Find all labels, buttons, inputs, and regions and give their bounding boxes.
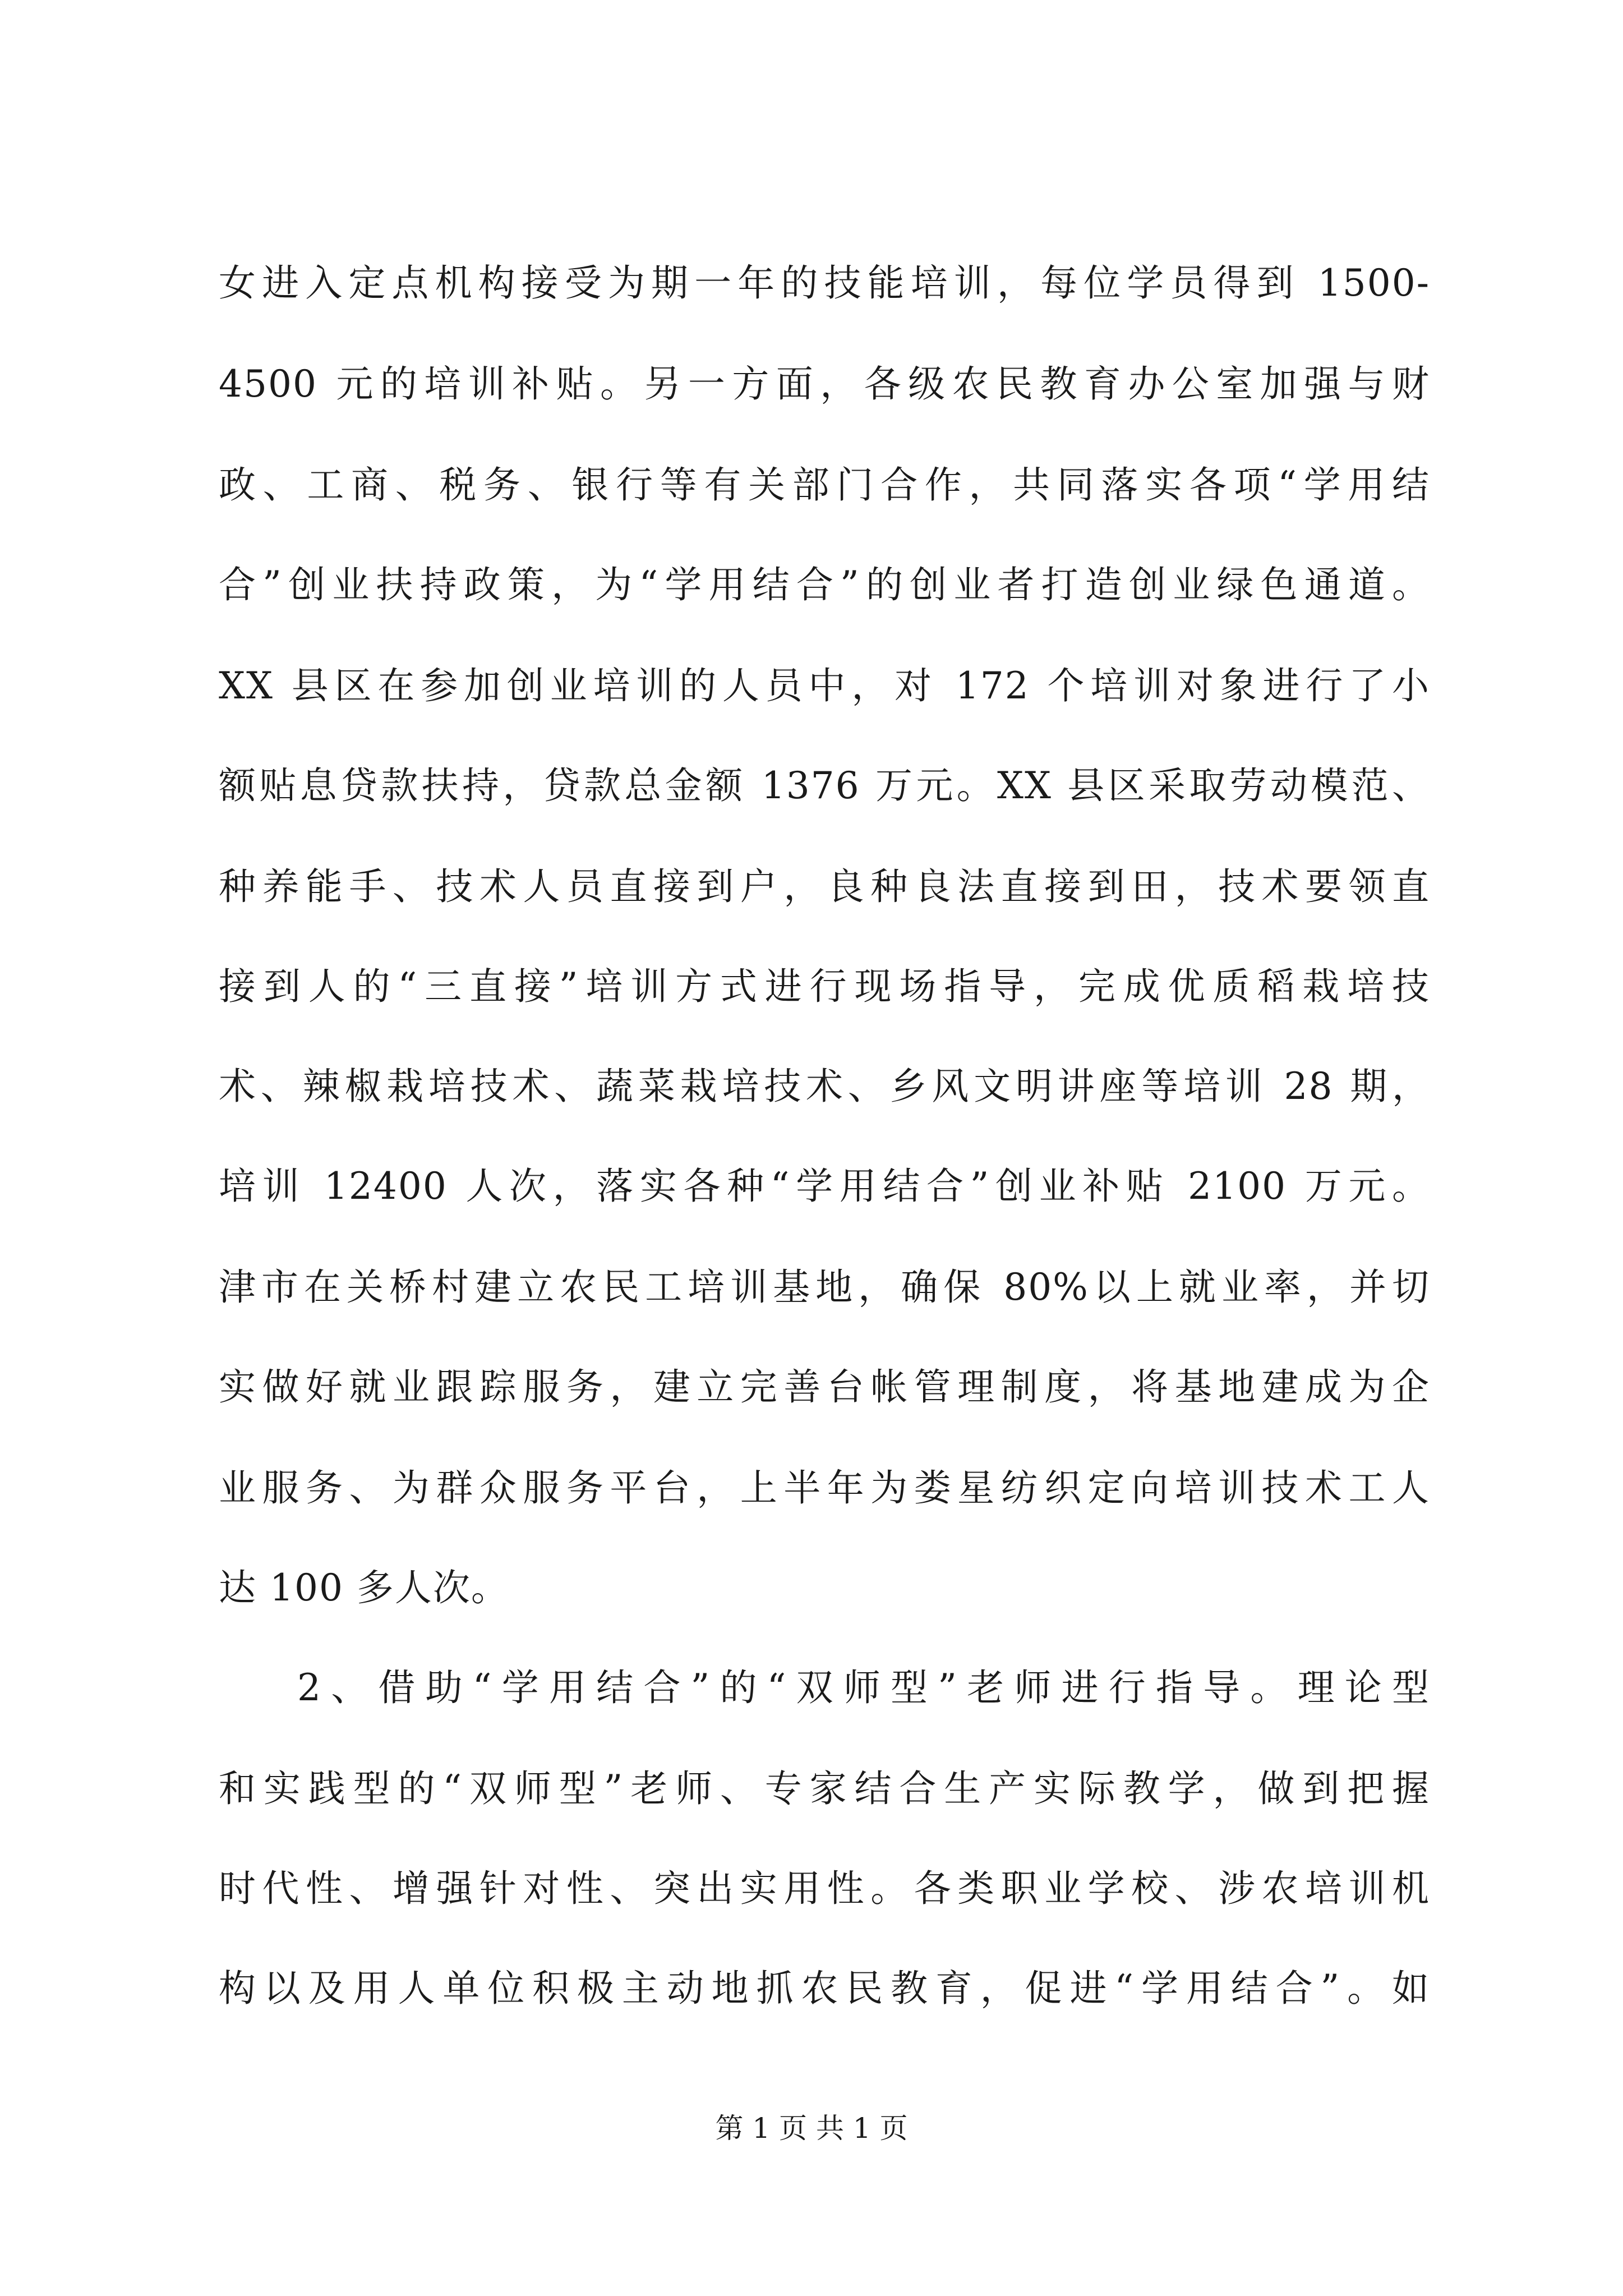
- text-line: 达 100 多人次。: [219, 1566, 509, 1609]
- text-line: 培训 12400 人次，落实各种“学用结合”创业补贴 2100 万元。: [219, 1165, 1430, 1208]
- page-footer: 第 1 页 共 1 页: [715, 2112, 908, 2145]
- text-line: 合”创业扶持政策，为“学用结合”的创业者打造创业绿色通道。: [219, 563, 1430, 606]
- text-line: XX 县区在参加创业培训的人员中，对 172 个培训对象进行了小: [219, 664, 1430, 707]
- text-line: 实做好就业跟踪服务，建立完善台帐管理制度，将基地建成为企: [219, 1365, 1430, 1409]
- text-line: 4500 元的培训补贴。另一方面，各级农民教育办公室加强与财: [219, 362, 1430, 406]
- text-line: 政、工商、税务、银行等有关部门合作，共同落实各项“学用结: [219, 463, 1430, 507]
- text-line: 构以及用人单位积极主动地抓农民教育，促进“学用结合”。如: [219, 1967, 1430, 2010]
- text-line: 时代性、增强针对性、突出实用性。各类职业学校、涉农培训机: [219, 1867, 1430, 1910]
- paragraph-start-line: 2、借助“学用结合”的“双师型”老师进行指导。理论型: [297, 1666, 1430, 1709]
- text-line: 种养能手、技术人员直接到户，良种良法直接到田，技术要领直: [219, 865, 1430, 908]
- text-line: 和实践型的“双师型”老师、专家结合生产实际教学，做到把握: [219, 1767, 1430, 1810]
- text-line: 额贴息贷款扶持，贷款总金额 1376 万元。XX 县区采取劳动模范、: [219, 764, 1430, 807]
- text-line: 接到人的“三直接”培训方式进行现场指导，完成优质稻栽培技: [219, 965, 1430, 1008]
- text-line: 术、辣椒栽培技术、蔬菜栽培技术、乡风文明讲座等培训 28 期，: [219, 1065, 1430, 1108]
- text-line: 津市在关桥村建立农民工培训基地，确保 80%以上就业率，并切: [219, 1266, 1430, 1309]
- text-line: 业服务、为群众服务平台，上半年为娄星纺织定向培训技术工人: [219, 1466, 1430, 1510]
- text-line: 女进入定点机构接受为期一年的技能培训，每位学员得到 1500-: [219, 261, 1430, 305]
